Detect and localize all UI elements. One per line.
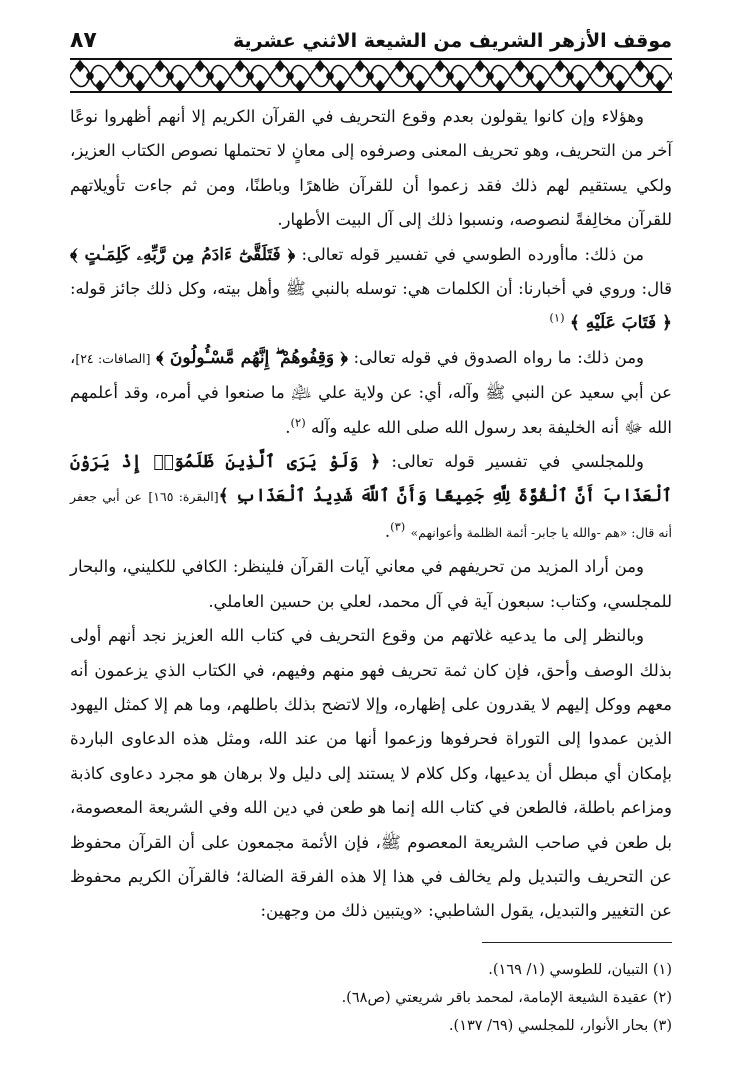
footnote-ref: (١) [549,310,565,325]
quran-verse: ﴿ وَقِفُوهُمْ ۖ إِنَّهُم مَّسْـُٔولُونَ ﴾ [156,347,348,368]
paragraph: من ذلك: ماأورده الطوسي في تفسير قوله تعالى: ﴿ فَتَلَقَّىٰٓ ءَادَمُ مِن رَّبِّهِۦ كَلِمَـٰتٍ ﴾ قال: وروي في أخبارنا: أن الكلمات هي: توسله بالنبي ﷺ وأهل بيته، وكل ذلك جائز قوله: ﴿ فَتَابَ عَلَيْهِ ﴾ $^{(١)}$ [70,244,672,334]
footnotes [62,956,672,1040]
main-text [70,100,672,929]
paragraph: وبالنظر إلى ما يدعيه غلاتهم من وقوع التحريف في كتاب الله العزيز نجد أنهم أولى بذلك الوصف وأحق، فإن كان ثمة تحريف فهو منهم وفيهم، في الكتاب الذي يزعمون أنه معهم ووكل إليهم لا يقدرون على إظهاره، وإلا لاتضح بذلك باطلهم، وما هم إلا كمثل اليهود الذين عمدوا إلى التوراة فحرفوها وزعموا أنها من عند الله، ومثل هذه الدعاوى الباردة بإمكان أي مبطل أن يدعيها، وكل كلام لا يستند إلى دليل ولا برهان هو مجرد دعاوى كاذبة ومزاعم باطلة، فالطعن في كتاب الله إنما هو طعن في دين الله وفي الشريعة المعصومة، بل طعن في صاحب الشريعة المعصوم ﷺ، فإن الأئمة مجمعون على أن القرآن محفوظ عن التحريف والتبديل ولم يخالف في هذا إلا هذه الفرقة الضالة؛ فالقرآن الكريم محفوظ عن التغيير والتبديل، يقول الشاطبي: «ويتبين ذلك من وجهين: [70,626,672,921]
footnote: (١) التبيان، للطوسي (١/ ١٦٩). [488,962,672,978]
page-header [70,28,672,54]
footnote: (٢) عقيدة الشيعة الإمامة، لمحمد باقر شريعتي (ص٦٨). [341,990,672,1006]
quran-verse: ﴿ فَتَابَ عَلَيْهِ ﴾ [569,313,672,334]
footnote-separator [482,942,672,943]
quran-verse: ﴿ فَتَلَقَّىٰٓ ءَادَمُ مِن رَّبِّهِۦ كَلِمَـٰتٍ ﴾ [70,244,296,265]
footnote-ref: (٢) [290,415,306,430]
decorative-border [70,56,672,96]
footnote-ref: (٣) [390,519,406,534]
paragraph: ومن ذلك: ما رواه الصدوق في قوله تعالى: ﴿ وَقِفُوهُمْ ۖ إِنَّهُم مَّسْـُٔولُونَ ﴾ [الصافات: ٢٤]، عن أبي سعيد عن النبي ﷺ وآله، أي: عن ولاية علي ﵇ ما صنعوا في أمره، وقد أعلمهم الله ﷻ أنه الخليفة بعد رسول الله صلى الله عليه وآله $^{(٢)}$. [70,347,672,437]
paragraph: وللمجلسي في تفسير قوله تعالى: ﴿ وَلَوْ يَرَى ٱلَّذِينَ ظَلَمُوٓا۟ إِذْ يَرَوْنَ ٱلْعَذَابَ أَنَّ ٱلْقُوَّةَ لِلَّهِ جَمِيعًا وَأَنَّ ٱللَّهَ شَدِيدُ ٱلْعَذَابِ ﴾[البقرة: ١٦٥] عن أبي جعفر أنه قال: «هم -والله يا جابر- أئمة الظلمة وأعوانهم» $^{(٣)}$. [70,452,673,541]
page-number: ٨٧ [70,28,97,53]
quran-verse: ﴿ وَلَوْ يَرَى ٱلَّذِينَ ظَلَمُوٓا۟ إِذْ يَرَوْنَ ٱلْعَذَابَ أَنَّ ٱلْقُوَّةَ لِلَّهِ جَمِيعًا وَأَنَّ ٱللَّهَ شَدِيدُ ٱلْعَذَابِ ﴾ [70,452,673,507]
verse-citation: [الصافات: ٢٤] [75,350,151,366]
paragraph: وهؤلاء وإن كانوا يقولون بعدم وقوع التحريف في القرآن الكريم إلا أنهم أظهروا نوعًا آخر من التحريف، وهو تحريف المعنى وصرفوه إلى معانٍ لا تحتملها نصوص الكتاب العزيز، ولكي يستقيم لهم ذلك فقد زعموا أن للقرآن ظاهرًا وباطنًا، ومن ثم جاءت تأويلاتهم للقرآن مخالِفةً لنصوصه، ونسبوا ذلك إلى آل البيت الأطهار. [70,107,672,230]
running-title: موقف الأزهر الشريف من الشيعة الاثني عشرية [233,30,672,52]
footnote: (٣) بحار الأنوار، للمجلسي (٦٩/ ١٣٧). [448,1018,672,1034]
paragraph: ومن أراد المزيد من تحريفهم في معاني آيات القرآن فلينظر: الكافي للكليني، والبحار للمجلسي، وكتاب: سبعون آية في آل محمد، لعلي بن حسين العاملي. [70,557,672,611]
verse-citation: [البقرة: ١٦٥] [148,489,219,505]
